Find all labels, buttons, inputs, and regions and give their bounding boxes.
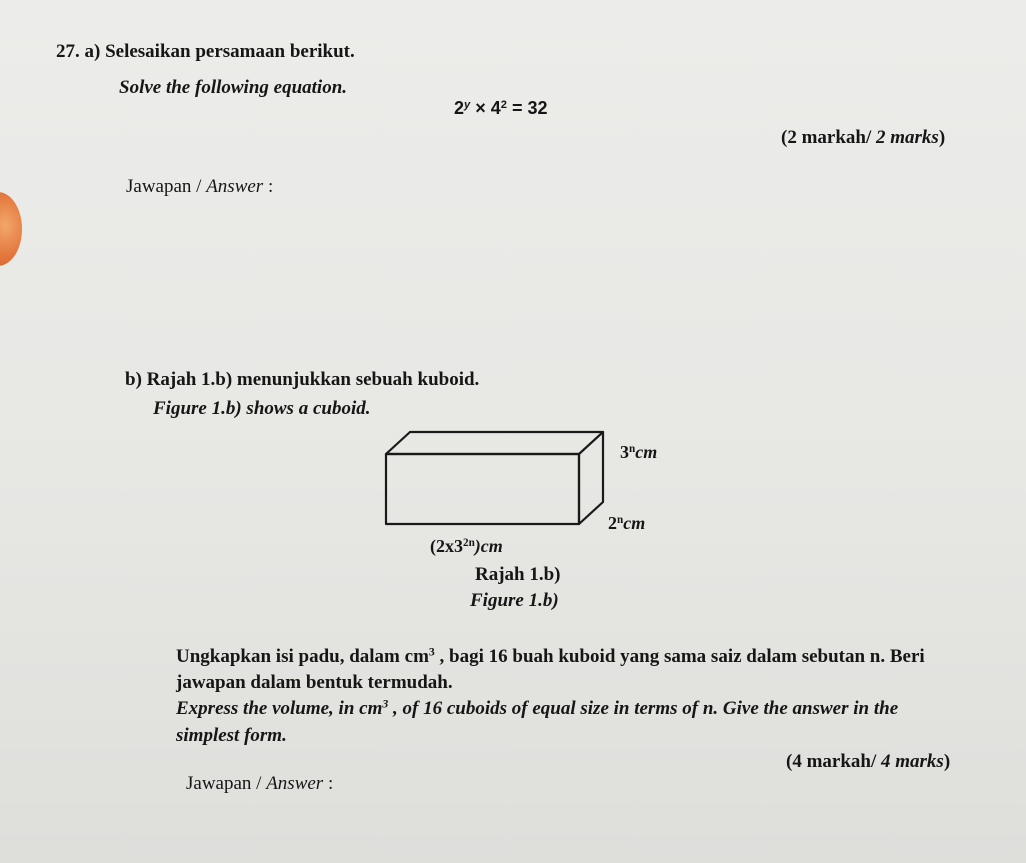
figure-caption-english: Figure 1.b) bbox=[470, 590, 559, 611]
eq-times: × bbox=[475, 98, 486, 118]
part-b-instruction-malay-line1 bbox=[176, 647, 925, 666]
part-a-label: a) bbox=[84, 41, 101, 62]
b-marks-close: ) bbox=[943, 751, 951, 772]
cuboid-top-face bbox=[386, 432, 603, 454]
finger-shadow bbox=[0, 192, 22, 266]
part-b-instruction-english-line1 bbox=[176, 699, 898, 718]
question-heading bbox=[56, 42, 355, 61]
length-open: (2x3 bbox=[430, 536, 463, 556]
figure-caption-malay: Rajah 1.b) bbox=[475, 564, 561, 585]
height-unit: cm bbox=[635, 442, 658, 462]
part-b-malay-instruction: Rajah 1.b) menunjukkan sebuah kuboid. bbox=[146, 369, 480, 390]
height-label bbox=[620, 443, 657, 461]
depth-base: 2 bbox=[608, 513, 617, 533]
cuboid-side-face bbox=[579, 432, 603, 524]
b-answer-english: Answer bbox=[266, 773, 324, 794]
part-b-marks bbox=[786, 752, 950, 771]
english-line1-exp: 3 bbox=[382, 697, 389, 711]
part-b-heading bbox=[125, 370, 479, 389]
part-a-english-instruction: Solve the following equation. bbox=[119, 77, 348, 98]
b-answer-colon: : bbox=[323, 773, 334, 794]
part-b-instruction-malay-line2: jawapan dalam bentuk termudah. bbox=[176, 672, 453, 693]
english-line1-pre: Express the volume, in cm bbox=[176, 698, 383, 719]
length-label bbox=[430, 537, 503, 555]
malay-line1-pre: Ungkapkan isi padu, dalam cm bbox=[176, 646, 429, 667]
cuboid-front-face bbox=[386, 454, 579, 524]
depth-unit: cm bbox=[623, 513, 646, 533]
answer-colon: : bbox=[263, 176, 274, 197]
answer-english: Answer bbox=[206, 176, 264, 197]
marks-close: ) bbox=[938, 127, 946, 148]
eq-exp2: 2 bbox=[500, 98, 508, 111]
part-a-marks bbox=[781, 128, 945, 147]
question-number: 27. bbox=[56, 41, 80, 62]
part-a-malay-instruction: Selesaikan persamaan berikut. bbox=[105, 41, 355, 62]
b-answer-malay: Jawapan / bbox=[186, 773, 267, 794]
malay-line1-post: , bagi 16 buah kuboid yang sama saiz dalam sebutan n. Beri bbox=[434, 646, 925, 667]
part-b-answer-label bbox=[186, 774, 333, 793]
part-b-label: b) bbox=[125, 369, 142, 390]
eq-base1: 2 bbox=[454, 98, 465, 118]
equation bbox=[454, 99, 548, 117]
part-a-answer-label bbox=[126, 177, 273, 196]
length-exp: 2n bbox=[463, 536, 475, 549]
eq-base2: 4 bbox=[490, 98, 501, 118]
depth-label bbox=[608, 514, 645, 532]
marks-english: 2 marks bbox=[876, 127, 939, 148]
height-exp: n bbox=[629, 442, 636, 455]
length-close: )cm bbox=[474, 536, 503, 556]
b-marks-malay: (4 markah/ bbox=[786, 751, 881, 772]
answer-malay: Jawapan / bbox=[126, 176, 207, 197]
depth-exp: n bbox=[617, 513, 624, 526]
marks-malay: (2 markah/ bbox=[781, 127, 876, 148]
malay-line1-exp: 3 bbox=[428, 645, 435, 659]
height-base: 3 bbox=[620, 442, 629, 462]
eq-exp1: y bbox=[464, 98, 471, 111]
part-b-english-instruction: Figure 1.b) shows a cuboid. bbox=[153, 398, 371, 419]
b-marks-english: 4 marks bbox=[881, 751, 944, 772]
eq-rhs: = 32 bbox=[512, 98, 548, 118]
part-b-instruction-english-line2: simplest form. bbox=[176, 725, 287, 746]
english-line1-post: , of 16 cuboids of equal size in terms of n. Give the answer in the bbox=[388, 698, 899, 719]
